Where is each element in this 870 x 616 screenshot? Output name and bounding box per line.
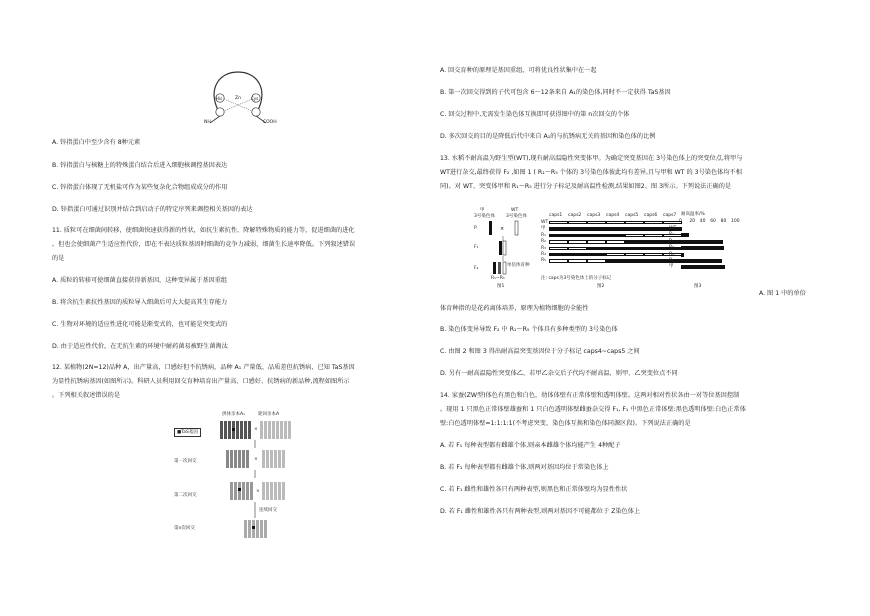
- cross-symbol-2: ×: [254, 457, 258, 462]
- fig2-band-segment: [587, 227, 606, 230]
- q13-option-d: D. 另有一耐高温隐性突变体乙，若甲乙杂交后子代均不耐高温，则甲、乙突变位点不同: [440, 370, 678, 377]
- q14-option-b: B. 若 F₁ 每种表型都有雌雄个体,则两对基因均位于常染色体上: [440, 464, 609, 471]
- q13-option-b: B. 染色体变异导致 F₂ 中 R₁～R₅ 个体具有多种类型的 3号染色体: [440, 326, 618, 333]
- fig3-caption: 图3: [694, 284, 702, 289]
- fig2-caption: 图2: [597, 284, 605, 289]
- fig1-caption: 图1: [497, 284, 505, 289]
- fig2-band-segment: [568, 259, 587, 262]
- q11-option-c: C. 生物对环境的适应性进化可能是渐变式的，也可能是突变式的: [52, 321, 228, 328]
- q13-option-c: C. 由图 2 和图 3 得出耐高温突变基因位于分子标记 caps4~caps5 之间: [440, 348, 640, 355]
- q12-stem-line3: 。下列相关叙述错误的是: [52, 392, 121, 399]
- fig2-band-segment: [606, 247, 625, 250]
- fig1-chr3-b: 3号染色体: [506, 214, 527, 219]
- fig3-tick: 60: [710, 219, 716, 224]
- fig2-band-segment: [568, 247, 587, 250]
- fig3-bar: [681, 240, 723, 244]
- fig2-band-segment: [606, 253, 625, 256]
- fig3-bar: [681, 233, 689, 237]
- fig2-band-segment: [549, 253, 568, 256]
- fig2-band-segment: [606, 221, 625, 224]
- fig1-chr3-a: 3号染色体: [474, 214, 495, 219]
- fig3-tick: 20: [689, 219, 696, 224]
- fig2-band-segment: [568, 253, 587, 256]
- fig2-band-segment: [625, 259, 644, 262]
- fig1-p: P: [474, 226, 477, 231]
- fig3-bar: [681, 227, 682, 231]
- fig2-band-segment: [549, 221, 568, 224]
- fig2-row-label: 甲: [541, 226, 546, 232]
- fig2-row-label: R₃: [541, 245, 546, 251]
- fig2-band-segment: [644, 253, 663, 256]
- q12-option-b: B. 第一次回交得到的子代可包含 6～12条来自 A₁的染色体,同时不一定获得 TaS基因: [440, 89, 671, 96]
- fig3-bar: [681, 246, 724, 250]
- fig2-band-segment: [644, 227, 663, 230]
- q12-stem-line1: 12. 某植物(2N=12)品种 A，出产量高，口感好但不抗锈病，品种 A₁ 产量低、品质差但抗锈病，已知 TaS基因: [52, 364, 355, 371]
- fig2-marker-6: caps6: [644, 213, 658, 218]
- fig1-f2: F₂: [474, 266, 479, 271]
- fig2-band-segment: [625, 253, 644, 256]
- fig2-band-segment: [549, 259, 568, 262]
- q14-stem-line3: 壁:白色透明体壁=1:1:1:1(不考虑突变、染色体互换和染色体同源区段)。下列说法正确的是: [440, 420, 691, 427]
- nh-label: NH: [204, 120, 211, 125]
- zn-label: Zn: [235, 96, 241, 101]
- q13-option-a-cont: 体育种指的是花药离体培养，原理为植物细胞的全能性: [440, 305, 589, 312]
- fig3-row-label: R₅: [669, 258, 674, 263]
- fig2-row-label: R₁: [541, 232, 546, 238]
- q11-stem-line1: 11. 质粒可在细菌间转移，使细菌快速获得新的性状，如抗生素抗性、降解特殊物质的能力等，促进细菌的进化: [52, 227, 355, 234]
- q10-option-a: A. 锌指蛋白中至少含有 8种元素: [52, 139, 141, 146]
- fig2-band-segment: [568, 227, 587, 230]
- fig3-bar: [681, 253, 684, 257]
- fig2-band-segment: [625, 247, 644, 250]
- q10-option-b: B. 锌指蛋白与核糖上的特殊蛋白结合后进入细胞核调控基因表达: [52, 162, 228, 169]
- q14-stem-line1: 14. 家蚕(ZW型)体色有黑色和白色，幼体体壁有正常体壁和透明体壁。这两对相对性状各由一对等位基因控制: [440, 392, 740, 399]
- q10-option-d: D. 锌指蛋白可通过识别并结合到启动子的特定序列来调控相关基因的表达: [52, 206, 253, 213]
- svg-text:×: ×: [500, 226, 505, 232]
- q11-option-b: B. 将含抗生素抗性基因的质粒导入细菌后可大大提高其生存能力: [52, 299, 228, 306]
- q11-option-d: D. 由于适应性代价，在无抗生素的环境中耐药菌易被野生菌淘汰: [52, 343, 228, 350]
- q11-option-a: A. 质粒的转移可使细菌直接获得新基因，这种变异属于基因重组: [52, 277, 228, 284]
- fig3-bar: [681, 265, 725, 269]
- fig2-band-segment: [549, 234, 568, 237]
- fig2-marker-7: caps7: [663, 213, 677, 218]
- fig3-row-label: WT: [669, 226, 677, 231]
- q13-option-a-tail: A. 图 1 中的单倍: [759, 290, 806, 297]
- q11-stem-line2: 。但也会使细菌产生适应性代价，即在不表达质粒基因时细菌的竞争力减弱，细菌生长速率降低。下列叙述错误: [52, 241, 356, 248]
- chromosome: [493, 262, 496, 274]
- q13-stem-line2: WT进行杂交,最终获得 F₂ ,如图 1 ( R₁～R₅ 个体的 3号染色体彼此均有差异,且与甲和 WT 的 3号染色体均不相: [440, 169, 742, 176]
- fig2-band-segment: [606, 227, 625, 230]
- q12-option-c: C. 回交过程中,无需发生染色体互换即可获得图中的第 n次回交的个体: [440, 111, 630, 118]
- tas-gene-legend: ■TaS基因: [174, 428, 201, 437]
- fig2-band-segment: [549, 227, 568, 230]
- q14-option-d: D. 若 F₁ 雌性和雄性各只有两种表型,则两对基因不可能都位于 Z染色体上: [440, 508, 641, 515]
- q14-stem-line2: 。现用 1 只黑色正常体壁雄蚕和 1 只白色透明体壁雌蚕杂交得 F₁, F₁ 中黑色正常体壁:黑色透明体壁:白色正常体: [440, 406, 746, 413]
- fig3-row-label: R₃: [669, 245, 674, 251]
- chromosome: [503, 241, 506, 255]
- q12-option-d: D. 多次回交的目的是降低后代中来自 A₁的与抗锈病无关的基因和染色体的比例: [440, 133, 656, 140]
- fig1-r: R₁~R₅: [491, 276, 505, 281]
- chromosome: [503, 262, 506, 274]
- fig3-row-label: R₁: [669, 232, 674, 238]
- fig2-band-segment: [587, 234, 606, 237]
- fig3-row-label: R₄: [669, 251, 674, 257]
- fig3-row-label: R₂: [669, 238, 674, 244]
- fig1-f1: F₁: [474, 245, 479, 250]
- fig2-band-segment: [606, 234, 625, 237]
- fig2-row-label: WT: [541, 220, 549, 225]
- fig2-band-segment: [587, 240, 606, 243]
- fig2-band-segment: [625, 234, 644, 237]
- fig2-band-segment: [644, 259, 663, 262]
- recurrent-label: 轮回亲本A: [258, 412, 280, 417]
- q12-stem-line2: 为显性抗锈病基因(如图所示)。科研人员利用回交育种培育出产量高、口感好、抗锈病的新品种,流程如图所示: [52, 378, 350, 385]
- fig2-band-segment: [606, 259, 625, 262]
- fig2-band-segment: [625, 240, 644, 243]
- second-backcross-label: 第二次回交: [174, 493, 197, 498]
- cross-symbol-3: ×: [256, 489, 260, 494]
- q13-stem-line1: 13. 水稻不耐高温为野生型(WT),现有耐高温隐性突变体甲。为确定突变基因在 3号染色体上的突变位点,将甲与: [440, 155, 743, 162]
- chromosome: [499, 241, 502, 255]
- fig2-band-segment: [644, 240, 663, 243]
- fig3-tick: 80: [720, 219, 727, 224]
- cross-symbol-1: ×: [254, 427, 258, 432]
- fig1-wt: WT: [511, 208, 519, 213]
- fig2-marker-5: caps5: [625, 213, 639, 218]
- fig3-tick: 40: [699, 219, 706, 224]
- fig3-tick: 0: [679, 219, 682, 224]
- fig2-band-segment: [549, 247, 568, 250]
- fig2-band-segment: [606, 240, 625, 243]
- nth-backcross-label: 第n次回交: [174, 526, 195, 531]
- cys-label: Cys: [251, 96, 259, 101]
- fig2-row-label: R₂: [541, 239, 546, 245]
- fig2-marker-3: caps3: [587, 213, 601, 218]
- fig2-band-segment: [568, 240, 587, 243]
- fig2-marker-4: caps4: [606, 213, 620, 218]
- fig2-marker-2: caps2: [568, 213, 582, 218]
- fig2-band-segment: [587, 259, 606, 262]
- q14-option-c: C. 若 F₁ 雌性和雄性各只有两种表型,则黑色和正常体壁均为显性性状: [440, 486, 628, 493]
- q14-option-a: A. 若 F₁ 每种表型都有雌雄个体,则亲本雌雄个体均能产生 4种配子: [440, 442, 621, 449]
- first-backcross-label: 第一次回交: [174, 459, 197, 464]
- fig3-tick: 100: [731, 219, 740, 224]
- fig2-band-segment: [587, 221, 606, 224]
- chromosome: [489, 221, 492, 235]
- fig2-note: 注: caps为3号染色体上的分子标记: [541, 276, 612, 281]
- fig2-row-label: R₄: [541, 252, 546, 257]
- fig2-marker-1: caps1: [549, 213, 563, 218]
- q11-stem-line3: 的是: [52, 255, 65, 262]
- fig2-band-segment: [625, 221, 644, 224]
- chromosome: [498, 262, 501, 274]
- fig2-band-segment: [587, 253, 606, 256]
- fig1-haploid: 单倍体育种: [507, 263, 530, 268]
- q10-option-c: C. 锌指蛋白体现了无机盐可作为某些复杂化合物组成成分的作用: [52, 184, 228, 191]
- fig1-jia: 甲: [480, 208, 485, 213]
- fig2-band-segment: [644, 247, 663, 250]
- chromosome: [515, 221, 518, 235]
- fig2-band-segment: [644, 234, 663, 237]
- q12-option-a: A. 回交育种的原理是基因重组，可将优良性状集中在一起: [440, 67, 597, 74]
- fig2-band-segment: [587, 247, 606, 250]
- donor-label: 供体亲本A₁: [222, 412, 245, 417]
- fig2-band-segment: [568, 234, 587, 237]
- fig3-row-label: 甲: [669, 264, 674, 270]
- fig3-title: 耐高温率/%: [681, 212, 705, 217]
- fig2-band-segment: [625, 227, 644, 230]
- fig2-row-label: R₅: [541, 258, 546, 264]
- fig2-band-segment: [568, 221, 587, 224]
- fig3-bar: [681, 259, 722, 263]
- fig2-band-segment: [549, 240, 568, 243]
- cooh-label: COOH: [263, 120, 277, 125]
- fig2-band-segment: [644, 221, 663, 224]
- continuous-backcross-label: 连续回交: [259, 508, 277, 513]
- his-label: His: [216, 96, 223, 101]
- q13-stem-line3: 同)。对 WT、突变体甲和 R₁～R₅ 进行分子标记及耐高温性检测,结果如图2、图 3所示。下列说法正确的是: [440, 183, 732, 190]
